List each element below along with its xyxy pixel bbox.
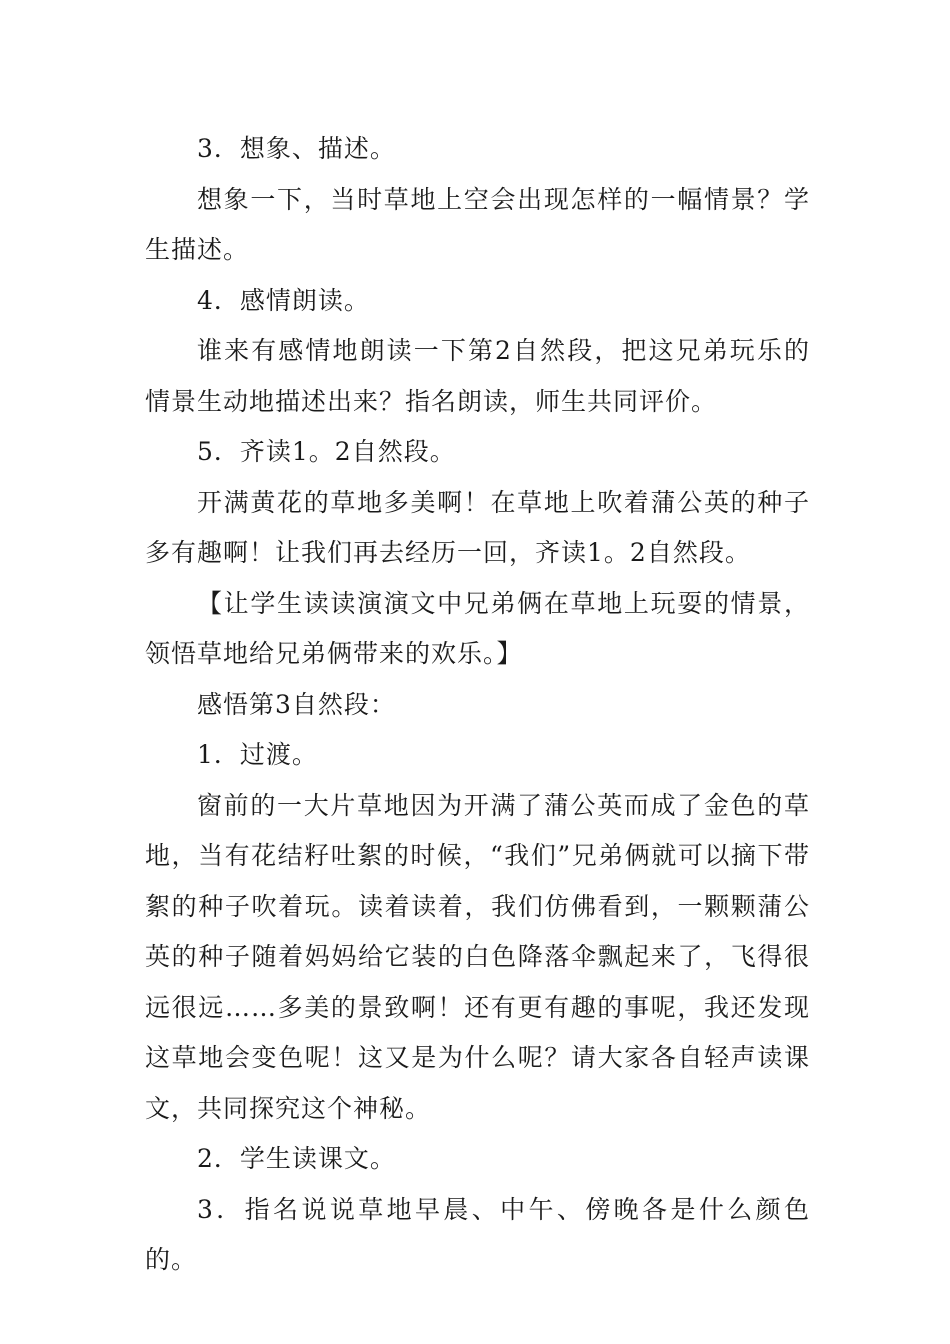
paragraph-read-aloud: 谁来有感情地朗读一下第2自然段，把这兄弟玩乐的情景生动地描述出来？指名朗读，师生共同评价。 — [145, 336, 810, 416]
paragraph-section-3-heading: 感悟第3自然段： — [197, 689, 396, 719]
paragraph-step-5-heading: 5．齐读1。2自然段。 — [197, 437, 456, 466]
paragraph-meadow-beauty: 开满黄花的草地多美啊！在草地上吹着蒲公英的种子多有趣啊！让我们再去经历一回，齐读1。2自然段。 — [145, 487, 810, 567]
paragraph-golden-meadow: 窗前的一大片草地因为开满了蒲公英而成了金色的草地，当有花结籽吐絮的时候，“我们”兄弟俩就可以摘下带絮的种子吹着玩。读着读着，我们仿佛看到，一颗颗蒲公英的种子随着妈妈给它装的白色降落伞飘起来了，飞得很远很远……多美的景致啊！还有更有趣的事呢，我还发现这草地会变色呢！这又是为什么呢？请大家各自轻声读课文，共同探究这个神秘。 — [145, 790, 810, 1123]
paragraph-students-read: 2．学生读课文。 — [197, 1144, 396, 1173]
paragraph-imagine: 想象一下，当时草地上空会出现怎样的一幅情景？学生描述。 — [145, 184, 810, 264]
paragraph-teaching-note: 【让学生读读演演文中兄弟俩在草地上玩耍的情景，领悟草地给兄弟俩带来的欢乐。】 — [145, 588, 810, 668]
paragraph-meadow-colors: 3．指名说说草地早晨、中午、傍晚各是什么颜色的。 — [145, 1194, 810, 1274]
document-page — [145, 124, 810, 1286]
paragraph-transition-heading: 1．过渡。 — [197, 740, 318, 769]
paragraph-step-4-heading: 4．感情朗读。 — [197, 285, 370, 315]
paragraph-step-3-heading: 3．想象、描述。 — [197, 134, 396, 163]
